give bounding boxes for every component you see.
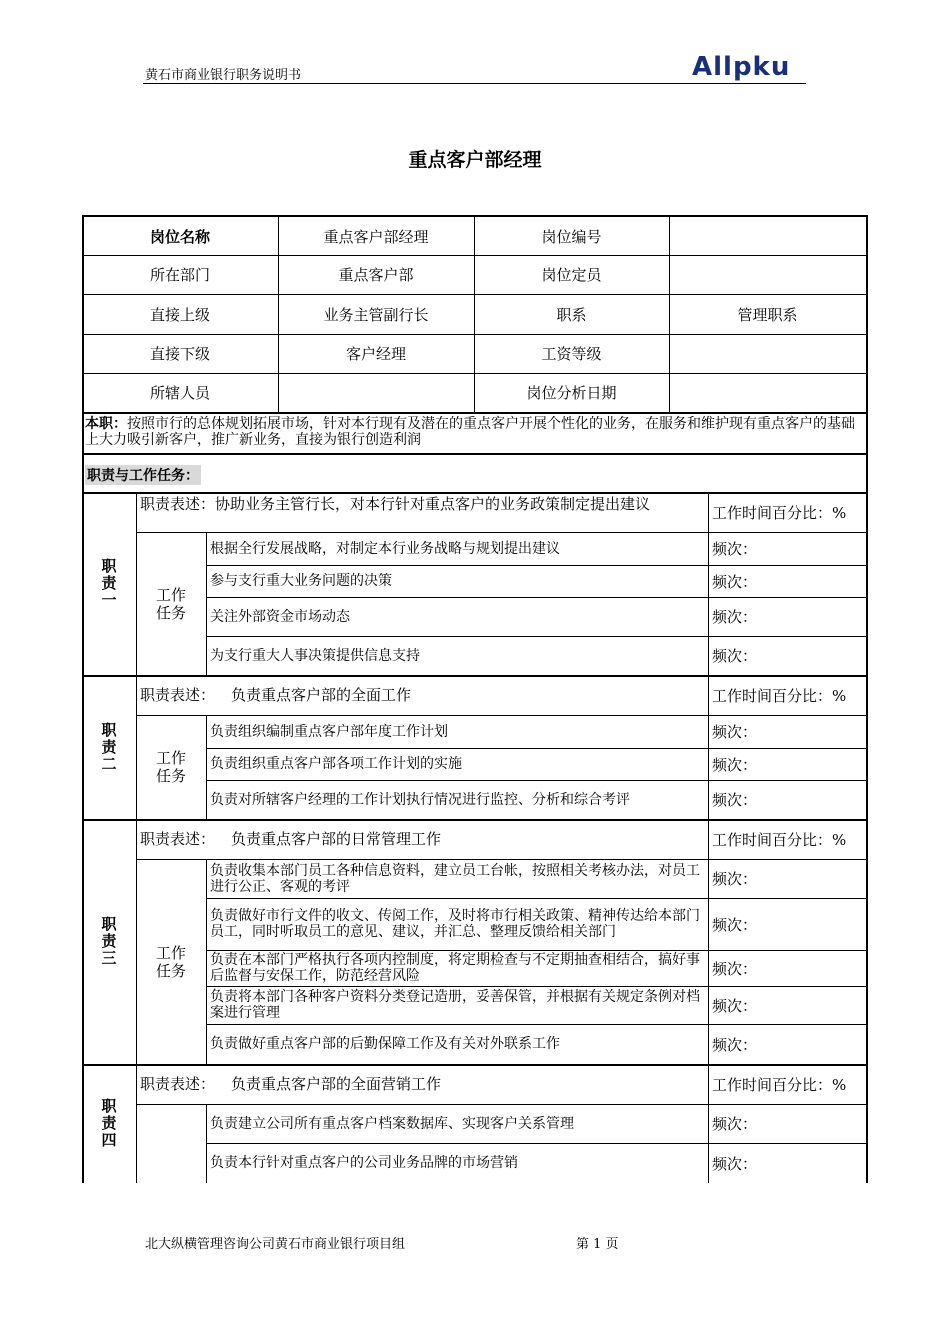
cell-value: 重点客户部 bbox=[338, 266, 414, 284]
desc-text: 负责重点客户部的日常管理工作 bbox=[231, 830, 442, 848]
cell-value bbox=[669, 255, 866, 294]
frequency-label: 频次： bbox=[712, 755, 758, 774]
percent-label: 工作时间百分比：% bbox=[712, 503, 847, 522]
cell-value: 客户经理 bbox=[345, 345, 406, 363]
benzhi-text: 按照市行的总体规划拓展市场，针对本行现有及潜在的重点客户开展个性化的业务，在服务和维护现有重点客户的基础上大力吸引新客户，推广新业务，直接为银行创造利润 bbox=[85, 416, 855, 448]
cell-label: 直接下级 bbox=[149, 345, 210, 363]
desc-text: 协助业务主管行长，对本行针对重点客户的业务政策制定提出建议 bbox=[215, 495, 651, 513]
duty-description bbox=[136, 492, 708, 532]
task-item: 负责组织重点客户部各项工作计划的实施 bbox=[210, 756, 462, 772]
duty-description bbox=[136, 1064, 708, 1104]
duty-description bbox=[136, 819, 708, 859]
task-item: 参与支行重大业务问题的决策 bbox=[210, 573, 392, 589]
frequency-label: 频次： bbox=[712, 608, 758, 626]
desc-prefix: 职责表述： bbox=[140, 1075, 216, 1093]
frequency-label: 频次： bbox=[712, 1154, 758, 1173]
page-number: 第 1 页 bbox=[576, 1237, 619, 1252]
task-item: 负责建立公司所有重点客户档案数据库、实现客户关系管理 bbox=[210, 1115, 574, 1132]
cell-label: 岗位分析日期 bbox=[526, 384, 617, 402]
frequency-label: 频次： bbox=[712, 572, 758, 591]
desc-prefix: 职责表述： bbox=[140, 495, 216, 513]
task-item: 为支行重大人事决策提供信息支持 bbox=[210, 647, 420, 664]
frequency-label: 频次： bbox=[712, 870, 758, 888]
cell-label: 岗位定员 bbox=[541, 266, 602, 284]
cell-label: 所在部门 bbox=[149, 266, 210, 284]
cell-value: 业务主管副行长 bbox=[323, 305, 429, 324]
desc-text: 负责重点客户部的全面工作 bbox=[231, 686, 412, 704]
cell-value bbox=[669, 373, 866, 412]
frequency-label: 频次： bbox=[712, 791, 758, 809]
cell-value bbox=[278, 373, 474, 412]
desc-text: 负责重点客户部的全面营销工作 bbox=[231, 1075, 442, 1093]
footer-org: 北大纵横管理咨询公司黄石市商业银行项目组 bbox=[145, 1237, 406, 1252]
task-item: 负责在本部门严格执行各项内控制度，将定期检查与不定期抽查相结合，搞好事后监督与安保工作，防范经营风险 bbox=[210, 952, 700, 984]
task-label: 工作 任务 bbox=[155, 749, 186, 785]
task-label: 工作 任务 bbox=[155, 943, 186, 980]
percent-label: 工作时间百分比：% bbox=[712, 830, 847, 849]
section-title: 职责与工作任务： bbox=[85, 465, 201, 485]
percent-label: 工作时间百分比：% bbox=[712, 686, 847, 705]
benzhi-block bbox=[85, 416, 865, 448]
frequency-label: 频次： bbox=[712, 1115, 758, 1133]
task-item: 关注外部资金市场动态 bbox=[210, 608, 350, 625]
cell-label: 职系 bbox=[556, 305, 587, 324]
cell-value bbox=[669, 334, 866, 373]
duty-description bbox=[136, 675, 708, 715]
cell-label: 所辖人员 bbox=[149, 384, 210, 402]
cell-value: 重点客户部经理 bbox=[323, 227, 429, 246]
duty-label: 职 责 四 bbox=[101, 1097, 117, 1149]
frequency-label: 频次： bbox=[712, 996, 758, 1015]
task-item: 负责将本部门各种客户资料分类登记造册，妥善保管，并根据有关规定条例对档案进行管理 bbox=[210, 989, 700, 1021]
frequency-label: 频次： bbox=[712, 647, 758, 665]
cell-label: 工资等级 bbox=[541, 345, 602, 363]
task-item: 负责组织编制重点客户部年度工作计划 bbox=[210, 723, 448, 740]
duty-label: 职 责 一 bbox=[101, 557, 117, 609]
benzhi-label: 本职： bbox=[85, 416, 127, 432]
header-divider bbox=[143, 83, 806, 84]
task-item: 负责做好重点客户部的后勤保障工作及有关对外联系工作 bbox=[210, 1036, 560, 1052]
percent-label: 工作时间百分比：% bbox=[712, 1075, 847, 1094]
cell-label: 岗位编号 bbox=[541, 227, 602, 246]
page-title: 重点客户部经理 bbox=[408, 149, 542, 171]
duty-label: 职 责 二 bbox=[101, 720, 117, 773]
task-item: 负责做好市行文件的收文、传阅工作，及时将市行相关政策、精神传达给本部门员工，同时听取员工的意见、建议，并汇总、整理反馈给相关部门 bbox=[210, 908, 700, 940]
desc-prefix: 职责表述： bbox=[140, 686, 216, 704]
company-logo: Allpku bbox=[692, 52, 791, 82]
frequency-label: 频次： bbox=[712, 915, 758, 934]
cell-value bbox=[669, 217, 866, 255]
cell-label: 直接上级 bbox=[149, 305, 210, 324]
task-item: 根据全行发展战略，对制定本行业务战略与规划提出建议 bbox=[210, 540, 560, 557]
task-label: 工作 任务 bbox=[155, 585, 186, 622]
task-item: 负责收集本部门员工各种信息资料，建立员工台帐，按照相关考核办法，对员工进行公正、客观的考评 bbox=[210, 862, 700, 895]
task-item: 负责本行针对重点客户的公司业务品牌的市场营销 bbox=[210, 1155, 518, 1171]
cell-label: 岗位名称 bbox=[149, 227, 210, 246]
header-org-text: 黄石市商业银行职务说明书 bbox=[145, 68, 302, 83]
desc-prefix: 职责表述： bbox=[140, 830, 216, 848]
frequency-label: 频次： bbox=[712, 959, 758, 978]
cell-value: 管理职系 bbox=[737, 305, 798, 324]
frequency-label: 频次： bbox=[712, 723, 758, 741]
duty-label: 职 责 三 bbox=[101, 915, 117, 967]
frequency-label: 频次： bbox=[712, 540, 758, 558]
task-item: 负责对所辖客户经理的工作计划执行情况进行监控、分析和综合考评 bbox=[210, 791, 630, 808]
frequency-label: 频次： bbox=[712, 1035, 758, 1054]
